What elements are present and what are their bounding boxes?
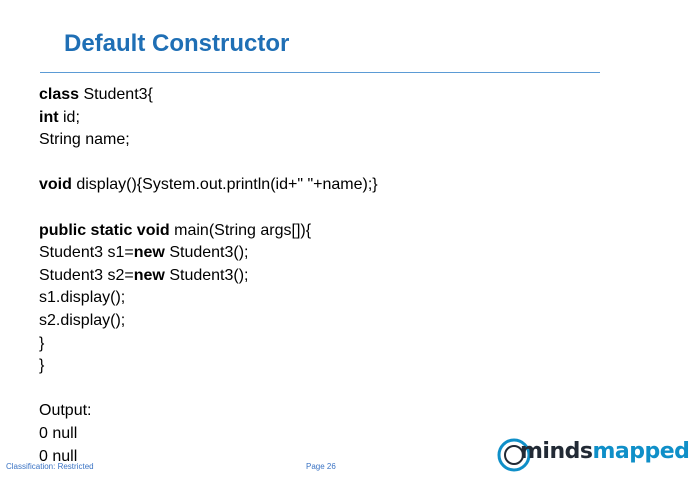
classification-label: Classification: Restricted [6, 462, 94, 471]
code-text: id; [58, 108, 80, 126]
logo-text-part1: minds [520, 439, 593, 464]
code-line [39, 378, 378, 401]
code-line [39, 129, 378, 152]
code-keyword: class [39, 86, 80, 103]
code-text: s2.display(); [39, 311, 126, 329]
code-keyword: new [133, 266, 165, 284]
mindsmapped-logo [496, 436, 689, 474]
page-number: Page 26 [306, 462, 336, 471]
code-text: Student3{ [79, 86, 153, 103]
code-keyword: public static void [39, 221, 170, 239]
code-text: s1.display(); [39, 289, 126, 307]
code-keyword: void [39, 176, 72, 194]
code-text: display(){System.out.println(id+" "+name);} [71, 176, 378, 194]
code-text: String name; [39, 131, 130, 149]
code-text: Student3 s1= [39, 244, 134, 262]
code-text: } [39, 334, 45, 352]
code-line [39, 107, 378, 130]
logo-wordmark [520, 439, 689, 464]
code-line [39, 400, 378, 423]
code-line [39, 287, 378, 310]
code-line [39, 355, 378, 378]
code-text: Output: [39, 402, 92, 420]
code-line [39, 220, 378, 243]
logo-text-part2: mapped [592, 439, 689, 464]
code-line [39, 310, 378, 333]
code-line [39, 333, 378, 356]
code-line [39, 174, 378, 197]
code-text: } [39, 357, 45, 375]
slide-title: Default Constructor [64, 30, 290, 57]
code-line [39, 423, 378, 446]
code-text: Student3(); [164, 266, 249, 284]
code-keyword: int [39, 108, 59, 126]
code-text: 0 null [39, 424, 78, 442]
code-keyword: new [133, 244, 165, 262]
code-text: Student3 s2= [39, 266, 134, 284]
code-line [39, 242, 378, 265]
code-line [39, 265, 378, 288]
code-text: Student3(); [164, 244, 249, 262]
code-line [39, 197, 378, 220]
code-line [39, 152, 378, 175]
code-line [39, 84, 378, 107]
code-text: main(String args[]){ [169, 221, 312, 239]
code-text: 0 null [39, 447, 78, 465]
code-block [39, 84, 378, 468]
title-divider [40, 72, 600, 73]
